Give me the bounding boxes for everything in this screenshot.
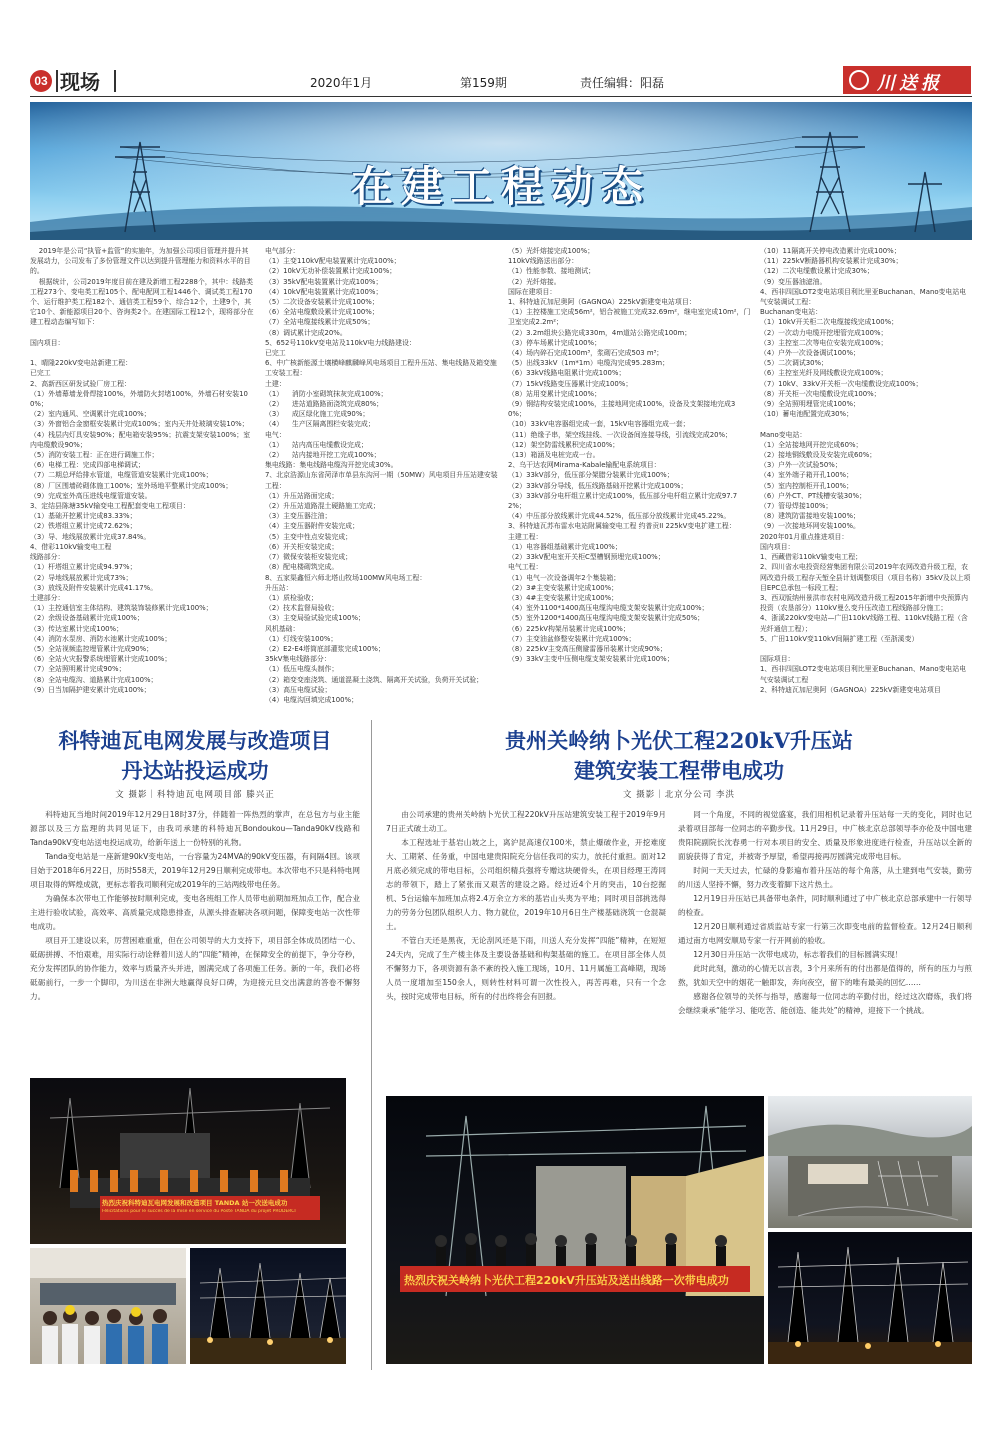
- headline-line: 丹达站投运成功: [121, 758, 269, 783]
- paragraph: 12月20日顺利通过省质监站专家一行第三次即变电前的监督检查。12月24日顺利通过南方电网安顺局专家一行开网前的验收。: [678, 922, 972, 945]
- headline-line: 科特迪瓦电网发展与改造项目: [58, 728, 332, 753]
- issue-number: 第159期: [460, 76, 507, 90]
- issue-date: 2020年1月: [310, 76, 373, 90]
- paragraph: 时间一天天过去，忙碌的身影遍布着升压站的每个角落，从土建到电气安装，勤劳的川送人坚持不懈，努力改变着脚下这片热土。: [678, 866, 972, 889]
- photo-banner-text: 热烈庆祝关岭纳卜光伏工程220kV升压站及送出线路一次带电成功: [404, 1274, 729, 1287]
- status-column-2: 电气部分： （1）主变110kV配电装置累计完成100%； （2）10kV无功补偿装置累计完成100%； （3）35kV配电装置累计完成100%； （4）10kV配电装置累计完成100%； （5）二次设备安装累计完成100%； （6）全站电缆敷设累计完成100%； （7）全站电缆接线累计完成50%； （8）调试累计完成20%。 5、652号110kV变电站及110kV电力线路建设： 已完工 6、中广核新能源土壤横峰麒麟峰风电场项目工程升压站、集电线路及箱变施工安装工程： 土建： （1） 消防小室砌筑抹灰完成100%； （2） 进站道路路面浇筑完成80%； （3） 成区绿化施工完成90%； （4） 生产区隔离围栏安装完成； 电气： （1） 站内高压电缆敷设完成； （2） 站内接地开挖工完成100%； 集电线路：集电线路电缆沟开挖完成30%。 7、北京浩源山东省菏泽市单县东沟河一期（50MW）风电项目升压站建安装工程： （1）升压站路面完成； （2）升压站道路混土硬路施工完成； （3）主变压器注油； （4）主变压器附件安装完成； （5）主变中性点安装完成； （6）开关柜安装完成； （7）微保安装柜安装完成； （8）配电楼砌筑完成。 8、五家渠鑫恒六师北塔山牧场100MW风电场工程： 升压站： （1）质检验收； （2）技术监督局验收； （3）主变局验试验完成100%； 风机基础： （1）灯线安装100%； （2）E2-E4塔筒底部灌浆完成100%； 35kV集电线路部分： （1）低压电缆头制作； （2）箱变变座浇筑、通道混凝土浇筑、隔离开关试验，负荷开关试验； （3）高压电缆试验； （4）电缆沟回填完成100%；: [265, 247, 498, 704]
- paragraph: 同一个角度，不同的视觉盛宴，我们用相机记录着升压站每一天的变化，同时也记录着项目部每一位同志的辛勤步伐。11月29日，中广核北京总部领导李亦伦及中国电建贵阳院副院长沈春勇一行对本项目的安全、质量及形象进度进行检查，升压站以全新的面貌获得了肯定，并被寄予厚望，希望再接再厉圆满完成带电目标。: [678, 810, 972, 861]
- article-right-body-col1: [386, 808, 666, 1092]
- headline-line: 贵州关岭纳卜光伏工程220kV升压站: [505, 728, 853, 753]
- paragraph: 12月30日升压站一次带电成功，标志着我们的目标圆满实现！: [693, 950, 903, 959]
- paragraph: 12月19日升压站已具备带电条件，同时顺利通过了中广核北京总部承建中一行领导的检查。: [678, 894, 972, 917]
- article-left-byline: 文 摄影｜科特迪瓦电网项目部 滕兴正: [115, 790, 275, 800]
- banner-title: 在建工程动态: [350, 162, 651, 211]
- photo-switchyard-night: [768, 1232, 972, 1364]
- paragraph: 感谢各位领导的关怀与指导，感谢每一位同志的辛勤付出，经过这次磨炼，我们将会继续秉承“能学习、能吃苦、能创造、能共处”的精神，迎接下一个挑战。: [678, 992, 972, 1015]
- article-left-headline: [30, 726, 360, 786]
- photo-booster-station-energized: [386, 1096, 764, 1364]
- status-column-3: （5）光纤熔接完成100%； 110kV线路送出部分： （1）性能参数、接地测试； （2）光纤熔接。 国际在建项目： 1、科特迪瓦加尼奥阿（GAGNOA）225kV新建变电站项目： （1）主控楼施工完成56m²，铝合被施工完成32.69m²，继电室完成10m²，门卫室完成2.2m²； （2）3.2m组块公路完成330m，4m道站公路完成100m； （3）停车场累计完成100%； （4）场内碎石完成100m³，浆砌石完成503 m³； （5）出线33kV（1m*1m）电缆沟完成95.283m； （6）33kV线路电阻累计完成100%； （7）15kV线路变压器累计完成100%； （8）站用变累计完成100%； （9）钢结构安装完成100%，主接地网完成100%，设备及支架接地完成30%； （10）33kV电容器组完成一套，15kV电容器组完成一套； （11）绝缘子串，架空线挂线、一次设备间连接导线，引流线完成20%； （12）架空防雷线累积完成100%； （13）箱涵及电桩完成一台。 2、乌干达农网Mirama-Kabale输配电系统项目： （1）33kV部分，低压部分架腊分装累计完成100%； （2）33kV部分导线，低压线路基础开挖累计完成100%； （3）33kV部分电杆组立累计完成100%，低压部分电杆组立累计完成97.72%； （4）中压部分放线累计完成44.52%，低压部分放线累计完成45.22%。 3、科特迪瓦苏布雷水电站附属输变电工程 约普贡II 225kV变电扩建工程： 主建工程： （1）电容器组基础累计完成100%； （2）33kV配电室开关柜C型槽钢预埋完成100%； 电气工程： （1）电气一次设备调年2个集装箱； （2）3#主变安装累计完成100%； （3）4#主变安装累计完成100%； （4）室外1100*1400高压电缆沟电缆支架安装累计完成100%； （5）室外1200*1400高压电缆沟电缆支架安装累计完成50%； （6）225kV构架吊装累计完成100%； （7）主变油盆修整安装累计完成100%； （8）225kV主变高压侧避雷器吊装累计完成90%； （9）33kV主变中压侧电缆支架安装累计完成100%；: [508, 247, 751, 664]
- article-right-body-col2: [678, 808, 972, 1092]
- paragraph: 本工程选址于基岩山坡之上，离沪昆高速仅100米，禁止爆破作业，开挖难度大、工期紧、任务重，中国电建贵阳院充分信任我司的实力，放托付重担。面对12月底必须完成的带电目标，公司组织精兵强将专赠这块硬骨头，在项目经理王涛同志的带领下，踏上了紧张而又艰苦的建设之路。经过近4个月的突击，10台挖掘机、5台运输车加班加点将2.4万余立方米的基岩山头夷为平地；同时项目部挑选得力的劳务分包团队组织人力、物力就位，2019年10月6日生产楼基础浇筑一仓混凝土。: [386, 838, 666, 931]
- article-left-body: [30, 808, 360, 1068]
- photo-tanda-substation-celebration: [30, 1078, 346, 1244]
- photo-control-room-team: [30, 1248, 186, 1364]
- photo-booster-station-aerial: [768, 1096, 972, 1228]
- photo-substation-night: [190, 1248, 346, 1364]
- paragraph: 项目开工建设以来，厉营困难重重，但在公司领导的大力支持下，项目部全体成员团结一心、砥砺拼搏、不怕艰难，用实际行动诠释着川送人的“四能”精神，在保障安全的前提下，争分夺秒，充分发挥团队的协作能力，效率与质量齐头并进，圆满完成了各项施工任务。新的一年，我们必将砥砺前行，一步一个脚印，为川送在非洲大地赢得良好口碑，为迎接元旦交出满意的答卷不懈努力。: [30, 936, 360, 1001]
- page-number-badge: 03: [30, 70, 52, 92]
- section-title: 现场: [60, 70, 100, 94]
- section-divider: [114, 70, 116, 92]
- status-column-4: （10）11隔离开关停电改造累计完成100%； （11）225kV断路器机构安装累计完成30%； （12）二次电缆敷设累计完成30%； （9）变压器油滤油。 4、西非四国LOT2变电站项目利比里亚Buchanan、Mano变电站电气安装调试工程： Buchanan变电站： （1）10kV开关柜二次电缆接线完成100%； （2）一次动力电缆开挖埋管完成100%； （3）主控室二次等电位安装完成100%； （4）户外一次设备调试100%； （5）二次调试30%； （6）主控室光纤及网线敷设完成100%； （7）10kV、33kV开关柜一次电缆敷设完成100%； （8）开关柜一次电缆敷设完成100%； （9）全站照明埋管完成100%； （10）蓄电池配置完成30%； Mano变电站： （1）全站接地网开挖完成60%； （2）接地铜线敷设及安装完成60%； （3）户外一次试验50%； （4）室外端子箱开孔100%； （5）室内控制柜开孔100%； （6）户外CT、PT线槽安装30%； （7）管母焊接100%； （8）建筑防雷接地安装100%； （9）一次接地环网安装100%。 2020年01月重点推进项目： 国内项目： 1、西藏借彩110kV输变电工程； 2、四川省水电投资经营集团有限公司2019年农网改造升级工程，农网改造升级工程存天堑全县计划调整项目（项目名称）35kV及以上项目EPC总承包一标段工程； 3、西双版纳州景洪市农村电网改造升级工程2015年新增中央预算内投资（农垦部分）110kV曼么变升压改造工程线路部分施工； 4、浙溪220kV变电站—广田110kV线路工程、110kV线路工程（含光纤通信工程）； 5、广田110kV变110kV间隔扩建工程（至浙溪变） 国际项目： 1、西非四国LOT2变电站项目利比里亚Buchanan、Mano变电站电气安装调试工程 2、科特迪瓦加尼奥阿（GAGNOA）225kV新建变电站项目: [760, 247, 971, 694]
- status-column-1: 2019年是公司“执管+监管”的实施年，为加强公司项目管理并提升其发展动力，公司发布了多份管理文件以达到提升管理能力和资料水平的目的。 根据统计，公司2019年度目前在建及新增工程2288个，其中：线路类工程273个、变电类工程105个、配电配网工程1446个、调试类工程170个、运行维护类工程182个、通信类工程59个、综合12个，土建9个，其它10个、新能源项目20个、咨询类2个。在建国际工程12个，现将部分在建工程动态编写如下： 国内项目： 1、晴隆220kV变电站新建工程： 已完工 2、高新西区研发试验厂房工程： （1）外墙幕墙龙骨焊接100%，外墙防火封堵100%，外墙石材安装100%； （2）室内通风、空调累计完成100%； （3）外窗铝合金窗框安装累计完成100%；室内天井处玻璃安装10%； （4）栈层内灯具安装90%；配电箱安装95%；抗震支架安装100%；室内电缆敷设90%； （5）消防安装工程：正在进行调施工作； （6）电梯工程：完成四部电梯调试； （7）二期总坪给排水管道，电缆管道安装累计完成100%； （8）厂区围墙砖砌体施工100%；室外场地平整累计完成100%； （9）完成室外高压进线电缆管道安装。 3、定结县陈塘35kV输变电工程配套变电工程项目： （1）基础开挖累计完成83.33%； （2）铁塔组立累计完成72.62%； （3）导、地线展放累计完成37.84%。 4、借彩110kV输变电工程 线路部分： （1）杆塔组立累计完成94.97%； （2）导地线展放累计完成73%； （3）放线及附件安装累计完成41.17%。 土建部分： （1）主控通信室主体结构、建筑装饰装修累计完成100%； （2）余级设备基础累计完成100%； （3）传达室累计完成100%； （4）消防水泵房、消防水池累计完成100%； （5）全站视频监控埋管累计完成90%； （6）全站火灾报警系统埋管累计完成100%； （7）全站照明累计完成90%； （8）全站电缆沟、道路累计完成100%； （9）日当加隔护建安累计完成100%；: [30, 247, 254, 694]
- section-divider: [56, 70, 58, 92]
- paragraph: Tanda变电站是一座新建90kV变电站，一台容量为24MVA的90kV变压器，有间隔4回。该项目始于2018年6月22日，历时558天，2019年12月29日顺利完成带电。本次带电不只是科特电网项目取得的辉煌成就，更标志着我司顺利完成2019年的三站两线带电任务。: [30, 852, 360, 889]
- photo-banner-text-fr: Félicitations pour le succès de la mise en service du Poste TANDA du projet PRODERCI: [102, 1209, 296, 1214]
- editor-credit: 责任编辑：阳磊: [580, 76, 665, 90]
- paragraph: 科特迪瓦当地时间2019年12月29日18时37分，伴随着一阵热烈的掌声，在总包方与业主能源部以及三方监理的共同见证下，由我司承建的科特迪瓦Bondoukou—Tanda90kV线路和Tanda90kV变电站送电投运成功，给新年送上一份特别的礼物。: [30, 810, 360, 847]
- logo-text: 川送报: [877, 73, 943, 94]
- article-divider: [371, 720, 372, 1370]
- logo-emblem-icon: [849, 70, 869, 90]
- banner: [30, 102, 972, 240]
- paragraph: 为确保本次带电工作能够按时顺利完成，变电各班组工作人员带电前期加班加点工作，配合业主进行验收试验，高效率、高质量完成隐患排查，从源头排查解决各项问题，保障变电站一次性带电成功。: [30, 894, 360, 931]
- article-right-byline: 文 摄影｜北京分公司 李洪: [623, 790, 735, 800]
- article-right-headline: [386, 726, 972, 786]
- newspaper-logo: [843, 66, 971, 94]
- header-rule: [30, 96, 972, 97]
- photo-banner-text: 热烈庆祝科特迪瓦电网发展和改造项目 TANDA 站一次送电成功: [102, 1199, 288, 1207]
- headline-line: 建筑安装工程带电成功: [574, 758, 784, 783]
- paragraph: 不管白天还是黑夜，无论刮风还是下雨，川送人充分发挥“四能”精神，在短短24天内，完成了生产楼主体及主要设备基础和构架基础的施工。在项目部全体人员不懈努力下，各项资源有条不紊的投入施工现场，10月、11月属施工高峰期，现场人员一度增加至150余人，则转性材料可谓一次性投入，再苦再难，只有一个念头，按时完成带电目标，所有的付出终将会有回报。: [386, 936, 666, 1001]
- paragraph: 由公司承建的贵州关岭纳卜光伏工程220kV升压站建筑安装工程于2019年9月7日正式破土动工。: [386, 810, 666, 833]
- paragraph: 此时此刻，激动的心情无以言表，3个月来所有的付出都是值得的，所有的压力与煎熬，犹如天空中的烟花一触即发，奔向夜空，留下的唯有最美的回忆……: [678, 964, 972, 987]
